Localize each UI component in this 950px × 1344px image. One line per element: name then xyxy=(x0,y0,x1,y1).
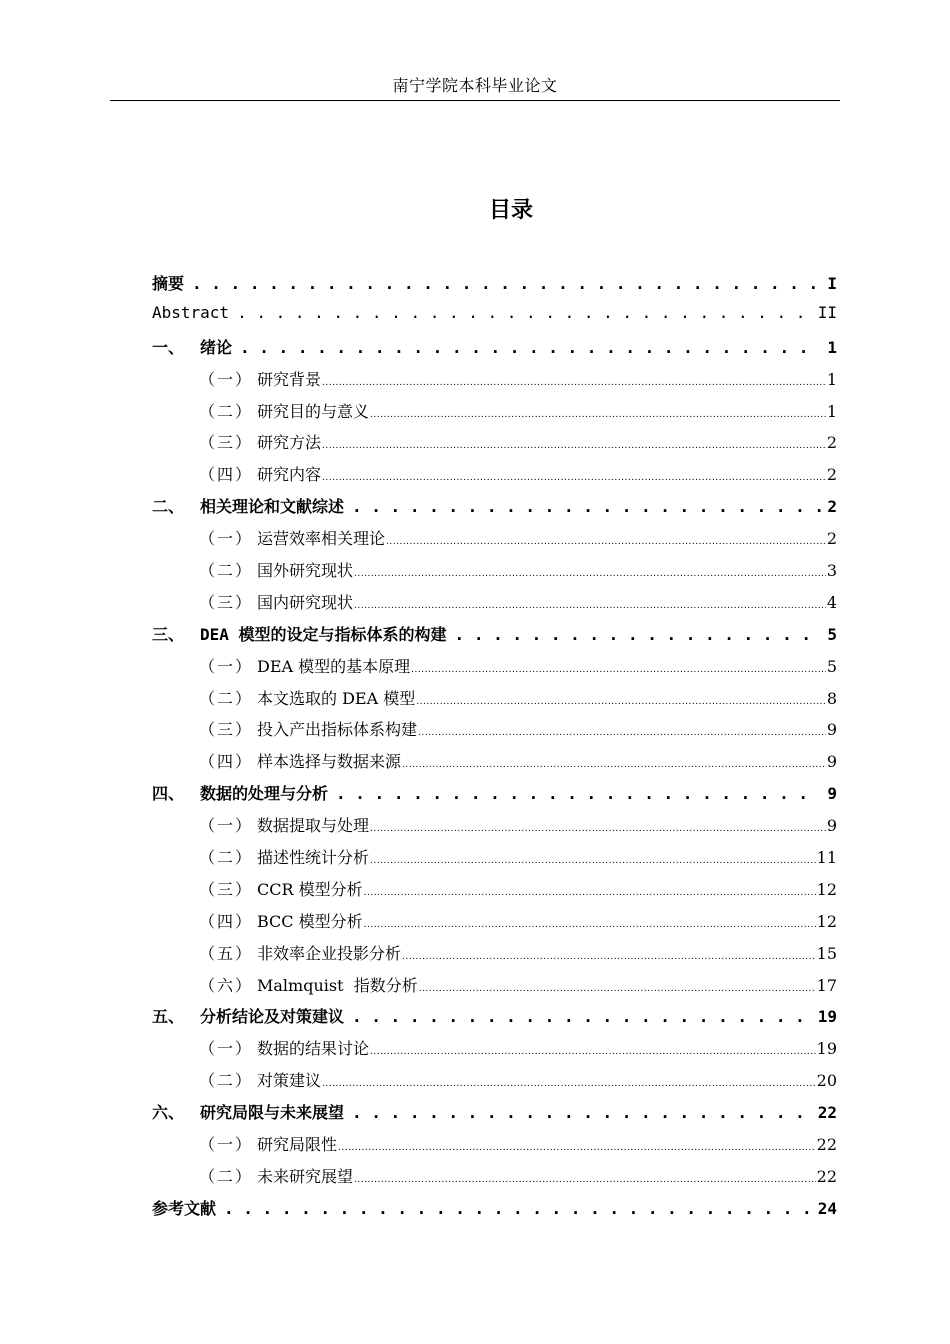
toc-chapter-number: 二、 xyxy=(152,497,185,517)
toc-entry-page: I xyxy=(827,274,837,293)
toc-entry[interactable] xyxy=(152,303,837,335)
toc-section[interactable] xyxy=(152,813,837,845)
toc-section-title: 描述性统计分析 xyxy=(257,848,370,868)
toc-chapter[interactable] xyxy=(152,335,837,367)
toc-leader-dots xyxy=(455,625,822,644)
toc-section[interactable] xyxy=(152,430,837,462)
header-rule xyxy=(110,100,840,101)
toc-section-title: DEA 模型的基本原理 xyxy=(257,656,411,676)
toc-section-title: BCC 模型分析 xyxy=(257,911,363,931)
toc-section[interactable] xyxy=(152,1164,837,1196)
toc-section[interactable] xyxy=(152,845,837,877)
toc-section[interactable] xyxy=(152,973,837,1005)
toc-title: 目录 xyxy=(488,198,533,223)
toc-leader-dots xyxy=(416,697,826,707)
toc-leader-dots xyxy=(402,760,826,770)
toc-entry-title: Abstract xyxy=(152,302,230,322)
toc-section-page: 12 xyxy=(816,911,837,931)
toc-leader-dots xyxy=(354,1175,816,1185)
toc-leader-dots xyxy=(338,1143,816,1153)
toc-chapter-number: 三、 xyxy=(152,624,185,644)
toc-section-number: （三） xyxy=(199,433,254,453)
toc-leader-dots xyxy=(336,784,821,803)
toc-chapter-page: 19 xyxy=(817,1007,837,1027)
toc-section-title: CCR 模型分析 xyxy=(257,879,363,899)
toc-section-page: 1 xyxy=(826,401,837,421)
toc-section-number: （三） xyxy=(199,720,254,740)
toc-chapter-title: 绪论 xyxy=(200,337,233,357)
toc-chapter-title: 研究局限与未来展望 xyxy=(200,1103,345,1123)
toc-leader-dots xyxy=(322,1079,816,1089)
toc-chapter-page: 1 xyxy=(827,337,837,357)
toc-section-title: 研究方法 xyxy=(257,433,322,453)
toc-chapter[interactable] xyxy=(152,1100,837,1132)
page-header-title: 南宁学院本科毕业论文 xyxy=(392,76,558,95)
toc-leader-dots xyxy=(352,1103,812,1122)
toc-chapter-page: 9 xyxy=(827,784,837,804)
toc-leader-dots xyxy=(322,441,826,451)
toc-leader-dots xyxy=(354,569,826,579)
toc-section-number: （一） xyxy=(199,656,254,676)
toc-section[interactable] xyxy=(152,686,837,718)
toc-section-page: 22 xyxy=(816,1166,837,1186)
toc-entry[interactable] xyxy=(152,1196,837,1228)
toc-section-number: （四） xyxy=(199,465,254,485)
toc-section-number: （四） xyxy=(199,911,254,931)
toc-section[interactable] xyxy=(152,749,837,781)
toc-section[interactable] xyxy=(152,654,837,686)
toc-section-page: 8 xyxy=(826,688,837,708)
toc-leader-dots xyxy=(402,952,816,962)
toc-entry-page: 24 xyxy=(817,1198,837,1218)
toc-chapter-title: 相关理论和文献综述 xyxy=(200,497,345,517)
toc-section-page: 2 xyxy=(826,433,837,453)
toc-section-title: 投入产出指标体系构建 xyxy=(257,720,418,740)
toc-section-page: 3 xyxy=(826,561,837,581)
toc-section[interactable] xyxy=(152,1132,837,1164)
toc-leader-dots xyxy=(386,537,826,547)
toc-section-number: （一） xyxy=(199,529,254,549)
toc-entry-page: II xyxy=(817,302,837,322)
toc-section-number: （二） xyxy=(199,688,254,708)
toc-section-title: Malmquist 指数分析 xyxy=(257,975,418,995)
toc-section-page: 17 xyxy=(816,975,837,995)
toc-chapter-title: 分析结论及对策建议 xyxy=(200,1007,345,1027)
toc-section-number: （一） xyxy=(199,816,254,836)
toc-chapter[interactable] xyxy=(152,1004,837,1036)
toc-section-number: （一） xyxy=(199,1135,254,1155)
toc-section-title: 未来研究展望 xyxy=(257,1166,354,1186)
toc-list xyxy=(152,271,837,1228)
toc-section[interactable] xyxy=(152,590,837,622)
toc-section-page: 2 xyxy=(826,529,837,549)
toc-chapter-page: 2 xyxy=(827,497,837,517)
toc-section-page: 12 xyxy=(816,879,837,899)
toc-section-page: 5 xyxy=(826,656,837,676)
toc-chapter-title: 数据的处理与分析 xyxy=(200,784,329,804)
toc-section-number: （二） xyxy=(199,561,254,581)
toc-section-number: （二） xyxy=(199,401,254,421)
toc-section-page: 22 xyxy=(816,1135,837,1155)
toc-section-title: 研究内容 xyxy=(257,465,322,485)
toc-section-page: 4 xyxy=(826,592,837,612)
toc-section-title: 本文选取的 DEA 模型 xyxy=(257,688,416,708)
toc-section-title: 研究目的与意义 xyxy=(257,401,370,421)
toc-section-page: 9 xyxy=(826,720,837,740)
toc-section-number: （四） xyxy=(199,752,254,772)
toc-chapter-number: 四、 xyxy=(152,784,185,804)
toc-section-number: （三） xyxy=(199,592,254,612)
toc-section[interactable] xyxy=(152,941,837,973)
toc-chapter[interactable] xyxy=(152,622,837,654)
toc-section-page: 1 xyxy=(826,369,837,389)
toc-chapter-page: 5 xyxy=(827,624,837,644)
toc-section-number: （三） xyxy=(199,879,254,899)
toc-section-number: （一） xyxy=(199,1039,254,1059)
toc-section-title: 研究局限性 xyxy=(257,1135,338,1155)
toc-section-title: 样本选择与数据来源 xyxy=(257,752,402,772)
toc-section-title: 国外研究现状 xyxy=(257,561,354,581)
toc-leader-dots xyxy=(240,338,821,357)
toc-section[interactable] xyxy=(152,558,837,590)
toc-leader-dots xyxy=(352,497,821,516)
toc-entry-title: 参考文献 xyxy=(152,1198,217,1218)
toc-leader-dots xyxy=(322,378,826,388)
toc-section-page: 11 xyxy=(816,848,837,868)
toc-section-title: 数据提取与处理 xyxy=(257,816,370,836)
toc-leader-dots xyxy=(370,410,826,420)
toc-chapter-page: 22 xyxy=(817,1103,837,1123)
toc-leader-dots xyxy=(352,1007,812,1026)
toc-section[interactable] xyxy=(152,462,837,494)
toc-chapter-title: DEA 模型的设定与指标体系的构建 xyxy=(200,624,447,644)
toc-leader-dots xyxy=(224,1199,812,1218)
toc-section-number: （六） xyxy=(199,975,254,995)
toc-section-title: 研究背景 xyxy=(257,369,322,389)
toc-section-title: 数据的结果讨论 xyxy=(257,1039,370,1059)
toc-section-title: 非效率企业投影分析 xyxy=(257,943,402,963)
toc-section[interactable] xyxy=(152,909,837,941)
toc-leader-dots xyxy=(364,888,816,898)
toc-leader-dots xyxy=(322,473,826,483)
toc-section-page: 9 xyxy=(826,752,837,772)
toc-chapter-number: 五、 xyxy=(152,1007,185,1027)
toc-leader-dots xyxy=(192,274,821,293)
toc-leader-dots xyxy=(354,601,826,611)
toc-section-title: 运营效率相关理论 xyxy=(257,529,386,549)
toc-leader-dots xyxy=(364,920,816,930)
toc-section[interactable] xyxy=(152,399,837,431)
toc-section-page: 19 xyxy=(816,1039,837,1059)
toc-section-number: （二） xyxy=(199,848,254,868)
toc-section[interactable] xyxy=(152,1036,837,1068)
toc-section-title: 对策建议 xyxy=(257,1071,322,1091)
toc-section-page: 20 xyxy=(816,1071,837,1091)
toc-leader-dots xyxy=(370,1047,816,1057)
toc-chapter[interactable] xyxy=(152,494,837,526)
toc-chapter[interactable] xyxy=(152,781,837,813)
toc-chapter-number: 一、 xyxy=(152,337,185,357)
toc-chapter-number: 六、 xyxy=(152,1103,185,1123)
toc-section-number: （二） xyxy=(199,1166,254,1186)
toc-entry-title: 摘要 xyxy=(152,274,185,293)
toc-section[interactable] xyxy=(152,717,837,749)
toc-leader-dots xyxy=(370,856,816,866)
toc-leader-dots xyxy=(411,665,826,675)
toc-section[interactable] xyxy=(152,877,837,909)
toc-leader-dots xyxy=(418,728,826,738)
toc-entry[interactable] xyxy=(152,271,837,303)
toc-section-number: （一） xyxy=(199,369,254,389)
toc-section-number: （五） xyxy=(199,943,254,963)
toc-section-page: 15 xyxy=(816,943,837,963)
toc-section[interactable] xyxy=(152,1068,837,1100)
toc-section[interactable] xyxy=(152,367,837,399)
toc-leader-dots xyxy=(419,984,816,994)
toc-section[interactable] xyxy=(152,526,837,558)
toc-section-page: 2 xyxy=(826,465,837,485)
toc-section-page: 9 xyxy=(826,816,837,836)
toc-section-number: （二） xyxy=(199,1071,254,1091)
toc-leader-dots xyxy=(370,824,826,834)
toc-section-title: 国内研究现状 xyxy=(257,592,354,612)
toc-leader-dots xyxy=(237,303,812,322)
